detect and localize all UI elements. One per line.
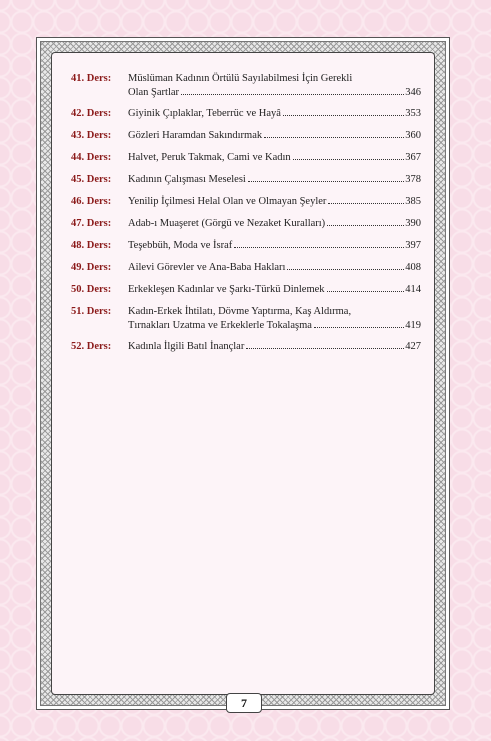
lesson-title: Müslüman Kadının Örtülü Sayılabilmesi İçin Gerekli	[128, 73, 353, 84]
lesson-number: 52. Ders:	[71, 341, 112, 352]
leader-dots	[246, 348, 404, 349]
lesson-number: 43. Ders:	[71, 130, 112, 141]
lesson-number: 49. Ders:	[71, 262, 112, 273]
lesson-title: Gözleri Haramdan Sakındırmak	[128, 130, 263, 141]
lesson-title: Tırnakları Uzatma ve Erkeklerle Tokalaşma	[128, 320, 312, 331]
page-ref: 385	[405, 196, 421, 207]
leader-dots	[248, 181, 404, 182]
toc-entry	[71, 262, 421, 273]
leader-dots	[327, 291, 405, 292]
page-ref: 346	[405, 87, 421, 98]
lesson-number: 41. Ders:	[71, 73, 112, 84]
lesson-title: Erkekleşen Kadınlar ve Şarkı-Türkü Dinlemek	[128, 284, 325, 295]
page-frame	[36, 37, 450, 710]
toc-entry	[71, 130, 421, 141]
lesson-title: Kadının Çalışması Meselesi	[128, 174, 246, 185]
page-ref: 353	[405, 108, 421, 119]
toc-entry	[71, 174, 421, 185]
leader-dots	[314, 327, 404, 328]
lesson-number: 48. Ders:	[71, 240, 112, 251]
toc-entry	[71, 240, 421, 251]
toc-entry	[71, 341, 421, 352]
decorative-border	[40, 41, 446, 706]
leader-dots	[181, 94, 404, 95]
leader-dots	[293, 159, 405, 160]
lesson-number: 50. Ders:	[71, 284, 112, 295]
page-ref: 427	[405, 341, 421, 352]
page-ref: 378	[405, 174, 421, 185]
page-ref: 408	[405, 262, 421, 273]
lesson-title: Giyinik Çıplaklar, Teberrüc ve Hayâ	[128, 108, 281, 119]
toc-entry	[71, 306, 421, 331]
lesson-number: 44. Ders:	[71, 152, 112, 163]
page-ref: 397	[405, 240, 421, 251]
lesson-number: 51. Ders:	[71, 306, 112, 317]
page-ref: 414	[405, 284, 421, 295]
leader-dots	[287, 269, 404, 270]
leader-dots	[327, 225, 404, 226]
lesson-number: 46. Ders:	[71, 196, 112, 207]
lesson-title: Yenilip İçilmesi Helal Olan ve Olmayan Şeyler	[128, 196, 327, 207]
lesson-title: Olan Şartlar	[128, 87, 180, 98]
toc-entry	[71, 108, 421, 119]
lesson-title: Kadın-Erkek İhtilatı, Dövme Yaptırma, Kaş Aldırma,	[128, 306, 352, 317]
toc-entry	[71, 218, 421, 229]
lesson-title: Adab-ı Muaşeret (Görgü ve Nezaket Kuralları)	[128, 218, 326, 229]
lesson-title: Teşebbüh, Moda ve İsraf	[128, 240, 233, 251]
page-ref: 390	[405, 218, 421, 229]
page-ref: 419	[405, 320, 421, 331]
content-panel	[51, 52, 435, 695]
lesson-number: 47. Ders:	[71, 218, 112, 229]
lesson-number: 42. Ders:	[71, 108, 112, 119]
toc-entry	[71, 73, 421, 98]
toc-entry	[71, 196, 421, 207]
leader-dots	[283, 115, 404, 116]
lesson-title: Kadınla İlgili Batıl İnançlar	[128, 341, 245, 352]
lesson-title: Halvet, Peruk Takmak, Cami ve Kadın	[128, 152, 291, 163]
page-ref: 360	[405, 130, 421, 141]
leader-dots	[264, 137, 404, 138]
page-number: 7	[226, 693, 262, 713]
lesson-number: 45. Ders:	[71, 174, 112, 185]
lesson-title: Ailevi Görevler ve Ana-Baba Hakları	[128, 262, 286, 273]
page-ref: 367	[405, 152, 421, 163]
leader-dots	[328, 203, 404, 204]
toc-entry	[71, 284, 421, 295]
toc-entry	[71, 152, 421, 163]
leader-dots	[234, 247, 404, 248]
